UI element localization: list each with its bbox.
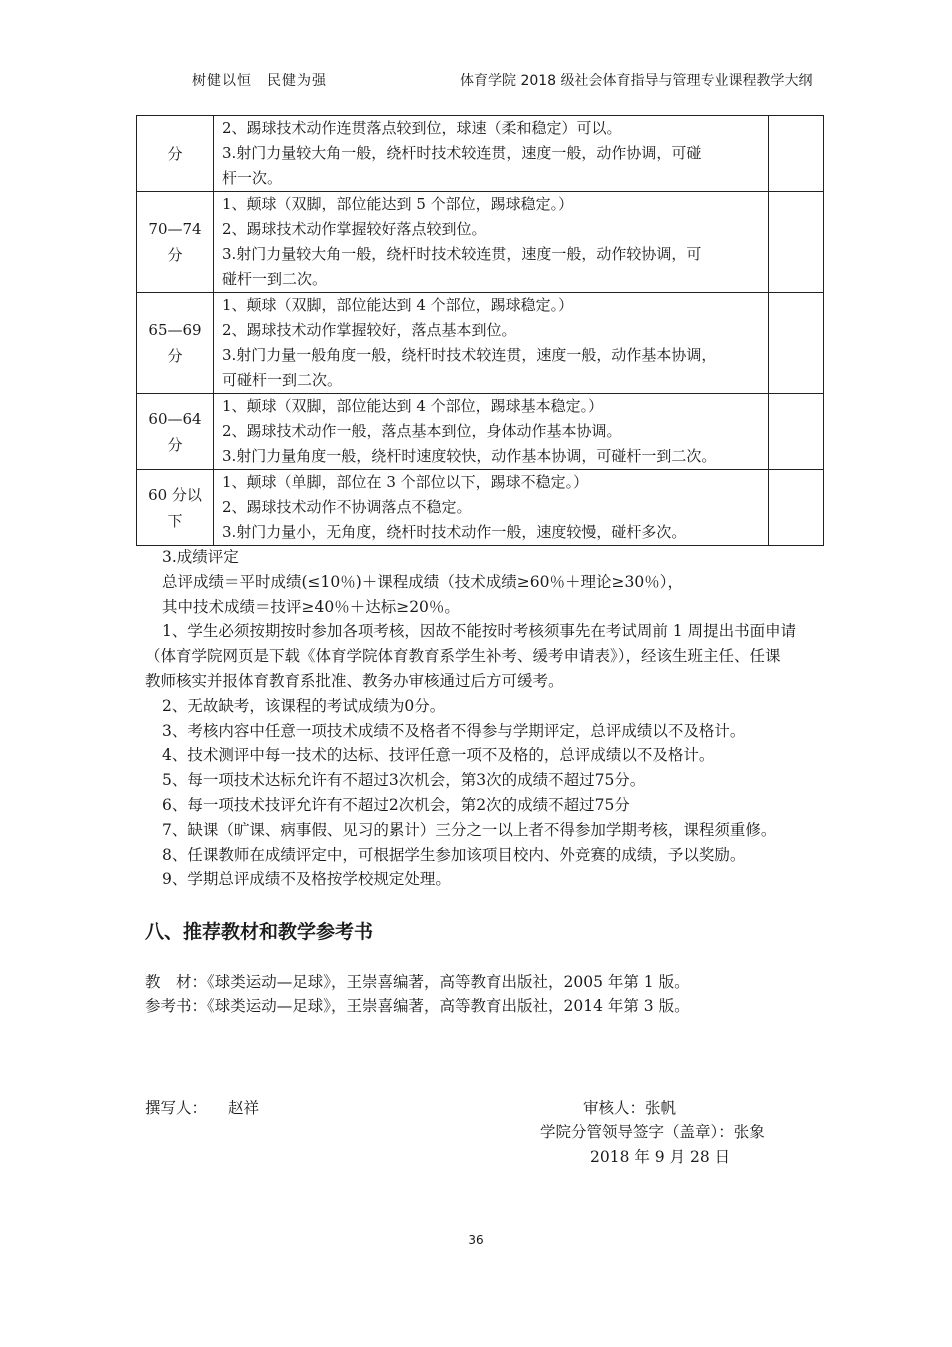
score-range-text: 60—64 [148, 409, 202, 428]
book-list [145, 970, 690, 1018]
grading-formula-technique: 其中技术成绩＝技评≥40％＋达标≥20％。 [162, 597, 460, 616]
criteria-line: 1、颠球（双脚，部位能达到 4 个部位，踢球稳定。） [222, 296, 574, 314]
criteria-line: 2、踢球技术动作掌握较好落点较到位。 [222, 220, 487, 238]
score-range-cell [137, 293, 214, 394]
header-motto: 树健以恒 民健为强 [192, 73, 327, 89]
header-document-title: 体育学院 2018 级社会体育指导与管理专业课程教学大纲 [460, 73, 813, 89]
score-range-text: 65—69 [148, 321, 202, 339]
criteria-line: 1、颠球（单脚，部位在 3 个部位以下，踢球不稳定。） [222, 473, 589, 491]
score-range-cell [137, 116, 214, 192]
page-number: 36 [468, 1233, 484, 1247]
criteria-line: 杆一次。 [222, 169, 283, 187]
remarks-cell [769, 470, 824, 546]
grading-formula-total: 总评成绩＝平时成绩(≤10％)＋课程成绩（技术成绩≥60％＋理论≥30％）， [162, 572, 683, 591]
score-range-cell [137, 394, 214, 470]
signature-date: 2018 年 9 月 28 日 [590, 1148, 731, 1166]
section-heading-textbooks: 八、推荐教材和教学参考书 [145, 921, 374, 943]
score-range-cell [137, 470, 214, 546]
rule-item-continued: 教师核实并报体育教育系批准、教务办审核通过后方可缓考。 [145, 671, 564, 690]
criteria-line: 3.射门力量小，无角度，绕杆时技术动作一般，速度较慢，碰杆多次。 [222, 523, 687, 541]
rule-item: 3、考核内容中任意一项技术成绩不及格者不得参与学期评定，总评成绩以不及格计。 [162, 721, 746, 740]
author-name: 赵祥 [228, 1099, 260, 1117]
table-row [137, 293, 824, 394]
criteria-line: 2、踢球技术动作不协调落点不稳定。 [222, 498, 472, 516]
remarks-cell [769, 116, 824, 192]
criteria-line: 3.射门力量一般角度一般，绕杆时技术较连贯，速度一般，动作基本协调， [222, 346, 717, 364]
rule-item: 6、每一项技术技评允许有不超过2次机会，第2次的成绩不超过75分 [162, 795, 630, 814]
score-range-text: 分 [167, 246, 183, 264]
table-row [137, 394, 824, 470]
criteria-line: 1、颠球（双脚，部位能达到 4 个部位，踢球基本稳定。） [222, 397, 604, 415]
criteria-cell [214, 293, 769, 394]
rule-item: 9、学期总评成绩不及格按学校规定处理。 [162, 870, 451, 889]
table-row [137, 470, 824, 546]
table-row [137, 192, 824, 293]
rule-item: 4、技术测评中每一技术的达标、技评任意一项不及格的，总评成绩以不及格计。 [162, 746, 715, 765]
remarks-cell [769, 394, 824, 470]
rule-item: 5、每一项技术达标允许有不超过3次机会，第3次的成绩不超过75分。 [162, 771, 646, 790]
reviewer-signature: 审核人：张帆 [583, 1099, 677, 1117]
reference-book-entry: 参考书：《球类运动—足球》，王崇喜编著，高等教育出版社，2014 年第 3 版。 [145, 997, 690, 1015]
criteria-line: 2、踢球技术动作一般，落点基本到位，身体动作基本协调。 [222, 422, 622, 440]
score-range-text: 70—74 [148, 220, 202, 238]
criteria-cell [214, 116, 769, 192]
criteria-cell [214, 394, 769, 470]
criteria-line: 2、踢球技术动作掌握较好，落点基本到位。 [222, 321, 517, 339]
criteria-line: 碰杆一到二次。 [222, 270, 328, 288]
score-range-text: 分 [167, 144, 183, 163]
rule-item: 7、缺课（旷课、病事假、见习的累计）三分之一以上者不得参加学期考核，课程须重修。 [162, 820, 777, 839]
table-row [137, 116, 824, 192]
score-range-cell [137, 192, 214, 293]
criteria-line: 3.射门力量角度一般，绕杆时速度较快，动作基本协调，可碰杆一到二次。 [222, 447, 717, 465]
remarks-cell [769, 192, 824, 293]
score-range-text: 下 [167, 511, 183, 530]
criteria-cell [214, 470, 769, 546]
criteria-line: 3.射门力量较大角一般，绕杆时技术较连贯，速度一般，动作协调，可碰 [222, 144, 702, 162]
rule-item: 2、无故缺考，该课程的考试成绩为0分。 [162, 696, 446, 715]
grading-title: 3.成绩评定 [162, 548, 239, 566]
score-range-text: 60 分以 [148, 485, 202, 504]
rule-item: 8、任课教师在成绩评定中，可根据学生参加该项目校内、外竞赛的成绩，予以奖励。 [162, 845, 746, 864]
criteria-line: 2、踢球技术动作连贯落点较到位，球速（柔和稳定）可以。 [222, 119, 622, 137]
author-label: 撰写人： [145, 1099, 208, 1117]
rule-item: 1、学生必须按期按时参加各项考核，因故不能按时考核须事先在考试周前 1 周提出书面申请 [162, 622, 797, 641]
grading-section [145, 545, 855, 892]
criteria-line: 可碰杆一到二次。 [222, 371, 343, 389]
grading-criteria-table [136, 115, 824, 546]
rule-item-continued: （体育学院网页是下载《体育学院体育教育系学生补考、缓考申请表》），经该生班主任、任课 [145, 647, 781, 666]
remarks-cell [769, 293, 824, 394]
textbook-entry: 教 材：《球类运动—足球》，王崇喜编著，高等教育出版社，2005 年第 1 版。 [145, 973, 690, 991]
score-range-text: 分 [167, 347, 183, 365]
criteria-line: 3.射门力量较大角一般，绕杆时技术较连贯，速度一般，动作较协调，可 [222, 245, 702, 263]
leader-signature: 学院分管领导签字（盖章）：张象 [540, 1123, 765, 1141]
score-range-text: 分 [167, 435, 183, 454]
criteria-cell [214, 192, 769, 293]
criteria-line: 1、颠球（双脚，部位能达到 5 个部位，踢球稳定。） [222, 195, 574, 213]
